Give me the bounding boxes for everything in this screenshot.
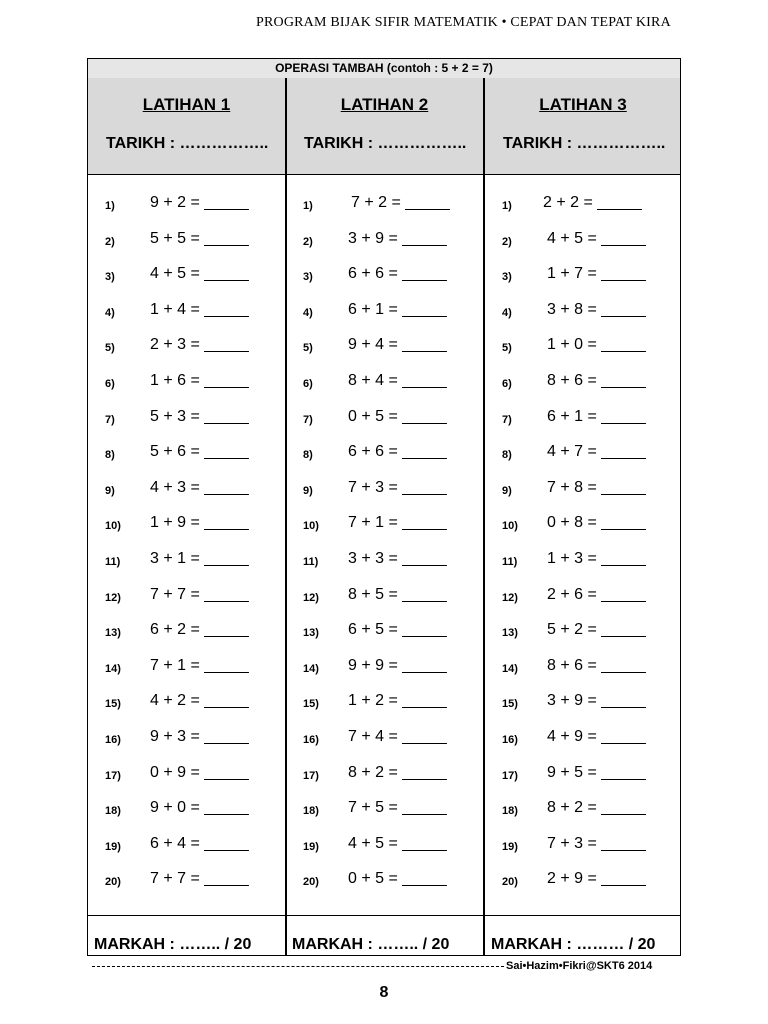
addition-question: 8 + 2 = _____ <box>547 799 646 817</box>
question-row <box>88 724 285 760</box>
addition-question: 6 + 6 = _____ <box>348 265 447 283</box>
question-row <box>485 226 681 262</box>
question-row <box>485 404 681 440</box>
addition-question: 7 + 3 = _____ <box>547 834 646 852</box>
question-row <box>286 795 483 831</box>
question-number: 11) <box>105 555 121 568</box>
question-number: 5) <box>303 342 313 355</box>
question-row <box>485 582 681 618</box>
question-number: 11) <box>502 555 518 568</box>
question-row <box>88 582 285 618</box>
addition-question: 7 + 7 = _____ <box>150 870 249 888</box>
question-number: 19) <box>303 840 319 853</box>
question-number: 18) <box>502 805 518 818</box>
question-number: 12) <box>105 591 121 604</box>
question-number: 18) <box>303 805 319 818</box>
addition-question: 9 + 5 = _____ <box>547 763 646 781</box>
question-number: 14) <box>303 662 319 675</box>
question-number: 3) <box>502 271 512 284</box>
addition-question: 5 + 6 = _____ <box>150 443 249 461</box>
tarikh-label: TARIKH : …………….. <box>503 135 666 152</box>
addition-question: 6 + 1 = _____ <box>547 407 646 425</box>
question-number: 7) <box>105 413 115 426</box>
question-row <box>286 653 483 689</box>
addition-question: 4 + 5 = _____ <box>348 834 447 852</box>
latihan-column <box>286 78 483 955</box>
footer-dashed-line <box>92 966 504 967</box>
question-number: 1) <box>303 200 313 212</box>
question-number: 15) <box>502 698 518 711</box>
addition-question: 4 + 2 = _____ <box>150 692 249 710</box>
addition-question: 1 + 3 = _____ <box>547 549 646 567</box>
question-row <box>485 510 681 546</box>
question-number: 15) <box>105 698 121 711</box>
question-row <box>485 653 681 689</box>
question-number: 11) <box>303 555 319 568</box>
addition-question: 8 + 5 = _____ <box>348 585 447 603</box>
tarikh-label: TARIKH : …………….. <box>106 135 269 152</box>
question-number: 17) <box>502 769 518 782</box>
question-number: 9) <box>105 484 115 497</box>
question-number: 1) <box>502 200 512 212</box>
question-row <box>485 261 681 297</box>
addition-question: 0 + 8 = _____ <box>547 514 646 532</box>
latihan-column <box>88 78 285 955</box>
question-row <box>485 760 681 796</box>
question-number: 16) <box>303 733 319 746</box>
question-row <box>286 546 483 582</box>
addition-question: 7 + 2 = _____ <box>351 194 450 211</box>
question-list <box>88 190 285 902</box>
question-row <box>485 332 681 368</box>
addition-question: 8 + 4 = _____ <box>348 371 447 389</box>
addition-question: 6 + 5 = _____ <box>348 621 447 639</box>
question-row <box>485 688 681 724</box>
question-row <box>286 261 483 297</box>
page-header: PROGRAM BIJAK SIFIR MATEMATIK • CEPAT DAN TEPAT KIRA <box>256 15 671 30</box>
question-number: 20) <box>105 876 121 889</box>
question-row <box>88 368 285 404</box>
addition-question: 1 + 2 = _____ <box>348 692 447 710</box>
addition-question: 4 + 3 = _____ <box>150 478 249 496</box>
addition-question: 8 + 6 = _____ <box>547 656 646 674</box>
question-row <box>485 724 681 760</box>
sheet-title: OPERASI TAMBAH (contoh : 5 + 2 = 7) <box>88 59 680 79</box>
question-number: 17) <box>105 769 121 782</box>
addition-question: 4 + 5 = _____ <box>547 229 646 247</box>
question-row <box>286 226 483 262</box>
addition-question: 9 + 4 = _____ <box>348 336 447 354</box>
question-row <box>286 510 483 546</box>
addition-question: 9 + 2 = _____ <box>150 194 249 211</box>
question-number: 8) <box>303 449 313 462</box>
latihan-title: LATIHAN 3 <box>539 95 627 114</box>
question-row <box>88 866 285 902</box>
markah-score: MARKAH : ……… / 20 <box>491 936 656 953</box>
question-number: 5) <box>105 342 115 355</box>
question-row <box>286 297 483 333</box>
question-row <box>88 226 285 262</box>
addition-question: 3 + 1 = _____ <box>150 549 249 567</box>
worksheet <box>87 58 681 956</box>
question-row <box>286 617 483 653</box>
question-number: 9) <box>502 484 512 497</box>
question-number: 10) <box>105 520 121 533</box>
question-number: 1) <box>105 200 115 212</box>
addition-question: 1 + 0 = _____ <box>547 336 646 354</box>
question-row <box>485 190 681 226</box>
addition-question: 7 + 4 = _____ <box>348 727 447 745</box>
question-number: 6) <box>105 377 115 390</box>
question-row <box>485 297 681 333</box>
addition-question: 7 + 1 = _____ <box>348 514 447 532</box>
addition-question: 6 + 1 = _____ <box>348 300 447 318</box>
question-number: 3) <box>303 271 313 284</box>
question-number: 4) <box>105 306 115 319</box>
question-number: 10) <box>303 520 319 533</box>
question-number: 19) <box>502 840 518 853</box>
addition-question: 2 + 9 = _____ <box>547 870 646 888</box>
addition-question: 7 + 8 = _____ <box>547 478 646 496</box>
question-number: 8) <box>502 449 512 462</box>
addition-question: 3 + 9 = _____ <box>348 229 447 247</box>
question-row <box>286 439 483 475</box>
question-row <box>88 190 285 226</box>
question-number: 2) <box>502 235 512 248</box>
addition-question: 3 + 8 = _____ <box>547 300 646 318</box>
question-row <box>485 795 681 831</box>
question-number: 20) <box>303 876 319 889</box>
question-number: 13) <box>303 627 319 640</box>
question-row <box>485 475 681 511</box>
addition-question: 9 + 3 = _____ <box>150 727 249 745</box>
question-row <box>286 831 483 867</box>
question-number: 19) <box>105 840 121 853</box>
addition-question: 6 + 6 = _____ <box>348 443 447 461</box>
question-row <box>286 332 483 368</box>
question-number: 4) <box>303 306 313 319</box>
question-number: 16) <box>502 733 518 746</box>
addition-question: 1 + 4 = _____ <box>150 300 249 318</box>
addition-question: 9 + 9 = _____ <box>348 656 447 674</box>
question-row <box>286 866 483 902</box>
addition-question: 6 + 2 = _____ <box>150 621 249 639</box>
markah-score: MARKAH : …….. / 20 <box>292 936 450 953</box>
question-list <box>286 190 483 902</box>
question-row <box>485 866 681 902</box>
question-row <box>286 724 483 760</box>
question-row <box>485 546 681 582</box>
question-number: 12) <box>303 591 319 604</box>
page-number: 8 <box>379 984 389 1001</box>
question-row <box>286 688 483 724</box>
markah-score: MARKAH : …….. / 20 <box>94 936 252 953</box>
question-row <box>485 831 681 867</box>
question-row <box>88 332 285 368</box>
addition-question: 5 + 3 = _____ <box>150 407 249 425</box>
question-row <box>88 688 285 724</box>
question-row <box>88 760 285 796</box>
question-number: 7) <box>502 413 512 426</box>
question-row <box>88 439 285 475</box>
question-row <box>88 510 285 546</box>
question-row <box>88 297 285 333</box>
addition-question: 1 + 6 = _____ <box>150 371 249 389</box>
question-row <box>485 439 681 475</box>
addition-question: 8 + 2 = _____ <box>348 763 447 781</box>
question-row <box>88 795 285 831</box>
addition-question: 5 + 2 = _____ <box>547 621 646 639</box>
addition-question: 0 + 9 = _____ <box>150 763 249 781</box>
addition-question: 0 + 5 = _____ <box>348 407 447 425</box>
question-number: 2) <box>105 235 115 248</box>
question-row <box>88 404 285 440</box>
question-number: 12) <box>502 591 518 604</box>
question-number: 14) <box>502 662 518 675</box>
addition-question: 1 + 7 = _____ <box>547 265 646 283</box>
question-number: 7) <box>303 413 313 426</box>
question-number: 13) <box>502 627 518 640</box>
latihan-title: LATIHAN 2 <box>340 95 429 114</box>
addition-question: 1 + 9 = _____ <box>150 514 249 532</box>
addition-question: 2 + 2 = _____ <box>543 194 642 211</box>
question-number: 14) <box>105 662 121 675</box>
question-number: 17) <box>303 769 319 782</box>
question-number: 2) <box>303 235 313 248</box>
question-number: 3) <box>105 271 115 284</box>
question-number: 6) <box>303 377 313 390</box>
question-row <box>88 475 285 511</box>
question-number: 6) <box>502 377 512 390</box>
question-number: 9) <box>303 484 313 497</box>
latihan-title: LATIHAN 1 <box>142 95 231 114</box>
addition-question: 5 + 5 = _____ <box>150 229 249 247</box>
question-number: 18) <box>105 805 121 818</box>
addition-question: 3 + 9 = _____ <box>547 692 646 710</box>
addition-question: 0 + 5 = _____ <box>348 870 447 888</box>
addition-question: 7 + 1 = _____ <box>150 656 249 674</box>
question-number: 15) <box>303 698 319 711</box>
addition-question: 6 + 4 = _____ <box>150 834 249 852</box>
question-row <box>485 617 681 653</box>
question-number: 10) <box>502 520 518 533</box>
addition-question: 8 + 6 = _____ <box>547 371 646 389</box>
question-row <box>485 368 681 404</box>
question-number: 16) <box>105 733 121 746</box>
question-number: 8) <box>105 449 115 462</box>
question-number: 4) <box>502 306 512 319</box>
question-row <box>286 368 483 404</box>
footer-credit: Sai•Hazim•Fikri@SKT6 2014 <box>506 960 653 972</box>
question-row <box>88 261 285 297</box>
addition-question: 4 + 7 = _____ <box>547 443 646 461</box>
question-row <box>286 760 483 796</box>
question-row <box>88 653 285 689</box>
tarikh-label: TARIKH : …………….. <box>304 135 467 152</box>
question-row <box>286 190 483 226</box>
question-row <box>88 831 285 867</box>
addition-question: 2 + 6 = _____ <box>547 585 646 603</box>
addition-question: 4 + 5 = _____ <box>150 265 249 283</box>
question-number: 13) <box>105 627 121 640</box>
addition-question: 7 + 5 = _____ <box>348 799 447 817</box>
question-number: 20) <box>502 876 518 889</box>
latihan-column <box>485 78 681 955</box>
question-row <box>88 617 285 653</box>
question-number: 5) <box>502 342 512 355</box>
addition-question: 3 + 3 = _____ <box>348 549 447 567</box>
addition-question: 9 + 0 = _____ <box>150 799 249 817</box>
addition-question: 7 + 3 = _____ <box>348 478 447 496</box>
question-row <box>88 546 285 582</box>
addition-question: 2 + 3 = _____ <box>150 336 249 354</box>
addition-question: 7 + 7 = _____ <box>150 585 249 603</box>
question-row <box>286 582 483 618</box>
question-row <box>286 475 483 511</box>
question-list <box>485 190 681 902</box>
question-row <box>286 404 483 440</box>
addition-question: 4 + 9 = _____ <box>547 727 646 745</box>
